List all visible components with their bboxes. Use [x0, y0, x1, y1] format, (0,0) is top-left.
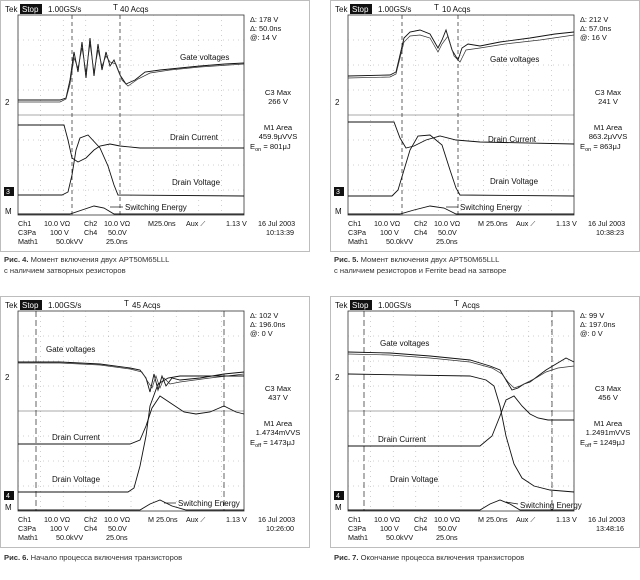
m1-area-value: 1.4734mVVS — [255, 428, 301, 437]
tek-label: Tek — [335, 5, 348, 14]
svg-text:25.0ns: 25.0ns — [436, 533, 458, 542]
svg-text:10.0 VΩ: 10.0 VΩ — [434, 219, 461, 228]
svg-text:10.0 VΩ: 10.0 VΩ — [104, 219, 131, 228]
svg-text:50.0kVV: 50.0kVV — [386, 533, 414, 542]
c3-max-value: 266 V — [268, 97, 288, 106]
c3-max-title: C3 Max — [594, 384, 622, 393]
stop-label: Stop — [22, 301, 39, 310]
figure-caption — [334, 552, 524, 563]
cursor-delta-t: Δ: 197.0ns — [580, 320, 616, 329]
svg-text:50.0V: 50.0V — [438, 524, 457, 533]
svg-text:Aux ⟋: Aux ⟋ — [516, 515, 536, 524]
energy-result: $E_{off} = 1473\mu J$ — [250, 438, 295, 449]
cursor-delta-v: Δ: 102 V — [250, 311, 279, 320]
sample-rate: 1.00GS/s — [378, 301, 412, 310]
svg-text:10.0 VΩ: 10.0 VΩ — [374, 219, 401, 228]
gate-voltage-trace-b — [348, 35, 574, 78]
ch2-marker: 2 — [335, 373, 340, 382]
label-switching-energy: Switching Energy — [520, 501, 582, 510]
svg-text:Ch2: Ch2 — [84, 515, 98, 524]
svg-text:16 Jul 2003: 16 Jul 2003 — [588, 219, 626, 228]
caption-text-line2: с наличием резисторов и Ferrite bead на затворе — [334, 266, 507, 275]
scope-footer — [18, 219, 295, 246]
svg-text:50.0kVV: 50.0kVV — [56, 237, 84, 246]
svg-text:100 V: 100 V — [380, 228, 399, 237]
ch2-marker: 2 — [335, 98, 340, 107]
svg-text:50.0kVV: 50.0kVV — [386, 237, 414, 246]
caption-number: Рис. 4. — [4, 255, 29, 264]
cursor-at: @: 0 V — [250, 329, 273, 338]
svg-text:Ch2: Ch2 — [414, 219, 428, 228]
m1-area-title: M1 Area — [263, 419, 293, 428]
svg-text:1.13 V: 1.13 V — [226, 219, 247, 228]
svg-text:M25.0ns: M25.0ns — [148, 219, 176, 228]
svg-text:Math1: Math1 — [348, 237, 368, 246]
label-drain-voltage: Drain Voltage — [490, 177, 539, 186]
svg-text:C3Pa: C3Pa — [348, 524, 366, 533]
sample-rate: 1.00GS/s — [378, 5, 412, 14]
svg-text:C3Pa: C3Pa — [18, 524, 36, 533]
svg-text:50.0kVV: 50.0kVV — [56, 533, 84, 542]
svg-text:Ch1: Ch1 — [348, 515, 362, 524]
svg-text:10.0 VΩ: 10.0 VΩ — [374, 515, 401, 524]
acquisitions: 45 Acqs — [132, 301, 161, 310]
stop-label: Stop — [352, 301, 369, 310]
caption-text: Окончание процесса включения транзисторов — [358, 553, 525, 562]
figure-7-panel — [330, 296, 640, 580]
svg-text:10:26:00: 10:26:00 — [266, 524, 294, 533]
energy-result: $E_{off} = 1249\mu J$ — [580, 438, 625, 449]
caption-text: Момент включения двух APT50M65LLL — [28, 255, 170, 264]
label-gate-voltages: Gate voltages — [46, 345, 96, 354]
svg-text:Ch2: Ch2 — [84, 219, 98, 228]
svg-text:1.13 V: 1.13 V — [556, 515, 577, 524]
label-drain-current: Drain Current — [488, 135, 537, 144]
svg-text:10.0 VΩ: 10.0 VΩ — [44, 515, 71, 524]
label-drain-current: Drain Current — [170, 133, 219, 142]
svg-text:1.13 V: 1.13 V — [556, 219, 577, 228]
label-gate-voltages: Gate voltages — [180, 53, 230, 62]
label-drain-current: Drain Current — [52, 433, 101, 442]
svg-text:Ch4: Ch4 — [414, 228, 428, 237]
svg-text:10.0 VΩ: 10.0 VΩ — [434, 515, 461, 524]
svg-text:50.0V: 50.0V — [438, 228, 457, 237]
c3-max-value: 437 V — [268, 393, 288, 402]
scope-footer — [348, 219, 625, 246]
math-marker: M — [335, 207, 342, 216]
trigger-marker: T — [434, 3, 439, 12]
svg-text:Math1: Math1 — [18, 237, 38, 246]
label-drain-voltage: Drain Voltage — [52, 475, 101, 484]
svg-text:25.0ns: 25.0ns — [436, 237, 458, 246]
scope-footer — [348, 515, 625, 542]
svg-text:16 Jul 2003: 16 Jul 2003 — [258, 515, 296, 524]
ch3-marker: 3 — [336, 189, 340, 196]
caption-number: Рис. 6. — [4, 553, 29, 562]
svg-text:10.0 VΩ: 10.0 VΩ — [44, 219, 71, 228]
svg-text:10:38:23: 10:38:23 — [596, 228, 624, 237]
svg-text:100 V: 100 V — [50, 524, 69, 533]
svg-text:Aux ⟋: Aux ⟋ — [186, 515, 206, 524]
svg-text:100 V: 100 V — [380, 524, 399, 533]
figure-6-panel — [0, 296, 310, 580]
trigger-marker: T — [124, 299, 129, 308]
cursor-delta-t: Δ: 196.0ns — [250, 320, 286, 329]
math-marker: M — [5, 207, 12, 216]
acquisitions: 10 Acqs — [442, 5, 471, 14]
svg-text:Ch1: Ch1 — [348, 219, 362, 228]
label-drain-voltage: Drain Voltage — [390, 475, 439, 484]
c3-max-value: 241 V — [598, 97, 618, 106]
figure-4-panel — [0, 0, 310, 285]
svg-text:1.13 V: 1.13 V — [226, 515, 247, 524]
svg-text:M 25.0ns: M 25.0ns — [148, 515, 178, 524]
svg-text:10:13:39: 10:13:39 — [266, 228, 294, 237]
svg-text:25.0ns: 25.0ns — [106, 533, 128, 542]
svg-text:Ch1: Ch1 — [18, 515, 32, 524]
label-switching-energy: Switching Energy — [178, 499, 240, 508]
svg-text:Ch2: Ch2 — [414, 515, 428, 524]
figure-5-panel — [330, 0, 640, 285]
svg-text:16 Jul 2003: 16 Jul 2003 — [258, 219, 296, 228]
label-switching-energy: Switching Energy — [125, 203, 187, 212]
scope-screen — [330, 296, 640, 546]
label-drain-current: Drain Current — [378, 435, 427, 444]
c3-max-title: C3 Max — [264, 384, 292, 393]
svg-text:10.0 VΩ: 10.0 VΩ — [104, 515, 131, 524]
tek-label: Tek — [5, 5, 18, 14]
svg-text:50.0V: 50.0V — [108, 228, 127, 237]
svg-text:Ch1: Ch1 — [18, 219, 32, 228]
sample-rate: 1.00GS/s — [48, 301, 82, 310]
ch3-marker: 3 — [6, 189, 10, 196]
ch4-marker: 4 — [6, 493, 10, 500]
cursor-delta-v: Δ: 212 V — [580, 15, 609, 24]
svg-text:25.0ns: 25.0ns — [106, 237, 128, 246]
ch2-marker: 2 — [5, 98, 10, 107]
cursor-at: @: 14 V — [250, 33, 277, 42]
scope-screen — [0, 296, 310, 546]
caption-text: Момент включения двух APT50M65LLL — [358, 255, 500, 264]
cursor-at: @: 16 V — [580, 33, 607, 42]
svg-text:C3Pa: C3Pa — [18, 228, 36, 237]
tek-label: Tek — [335, 301, 348, 310]
label-gate-voltages: Gate voltages — [490, 55, 540, 64]
stop-label: Stop — [22, 5, 39, 14]
c3-max-title: C3 Max — [594, 88, 622, 97]
svg-text:Ch4: Ch4 — [414, 524, 428, 533]
c3-max-value: 456 V — [598, 393, 618, 402]
energy-result: $E_{on} = 863\mu J$ — [580, 142, 621, 153]
cursor-delta-v: Δ: 99 V — [580, 311, 605, 320]
svg-text:13:48:16: 13:48:16 — [596, 524, 624, 533]
svg-text:Math1: Math1 — [348, 533, 368, 542]
m1-area-title: M1 Area — [593, 123, 623, 132]
label-switching-energy: Switching Energy — [460, 203, 522, 212]
svg-text:50.0V: 50.0V — [108, 524, 127, 533]
svg-text:Math1: Math1 — [18, 533, 38, 542]
cursor-delta-t: Δ: 57.0ns — [580, 24, 612, 33]
tek-label: Tek — [5, 301, 18, 310]
svg-text:16 Jul 2003: 16 Jul 2003 — [588, 515, 626, 524]
scope-screen — [0, 0, 310, 250]
ch4-marker: 4 — [336, 493, 340, 500]
scope-screen — [330, 0, 640, 250]
cursor-at: @: 0 V — [580, 329, 603, 338]
cursor-delta-t: Δ: 50.0ns — [250, 24, 282, 33]
sample-rate: 1.00GS/s — [48, 5, 82, 14]
energy-result: $E_{on} = 801\mu J$ — [250, 142, 291, 153]
figure-caption — [334, 254, 506, 276]
label-drain-voltage: Drain Voltage — [172, 178, 221, 187]
m1-area-value: 459.9μVVS — [258, 132, 298, 141]
figure-caption — [4, 552, 182, 563]
svg-text:100 V: 100 V — [50, 228, 69, 237]
math-marker: M — [5, 503, 12, 512]
m1-area-title: M1 Area — [593, 419, 623, 428]
caption-number: Рис. 5. — [334, 255, 359, 264]
gate-voltage-trace-a — [348, 30, 574, 76]
m1-area-value: 863.2μVVS — [588, 132, 628, 141]
m1-area-value: 1.2491mVVS — [585, 428, 631, 437]
acquisitions: 40 Acqs — [120, 5, 149, 14]
caption-text-line2: с наличием затворных резисторов — [4, 266, 126, 275]
acquisitions: Acqs — [462, 301, 480, 310]
svg-text:Aux ⟋: Aux ⟋ — [186, 219, 206, 228]
stop-label: Stop — [352, 5, 369, 14]
scope-footer — [18, 515, 295, 542]
caption-number: Рис. 7. — [334, 553, 359, 562]
trigger-marker: T — [454, 299, 459, 308]
svg-text:Ch4: Ch4 — [84, 524, 98, 533]
svg-text:Ch4: Ch4 — [84, 228, 98, 237]
trigger-marker: T — [113, 3, 118, 12]
c3-max-title: C3 Max — [264, 88, 292, 97]
label-gate-voltages: Gate voltages — [380, 339, 430, 348]
svg-text:M 25.0ns: M 25.0ns — [478, 515, 508, 524]
svg-text:Aux ⟋: Aux ⟋ — [516, 219, 536, 228]
svg-text:M 25.0ns: M 25.0ns — [478, 219, 508, 228]
ch2-marker: 2 — [5, 373, 10, 382]
m1-area-title: M1 Area — [263, 123, 293, 132]
math-marker: M — [335, 503, 342, 512]
caption-text: Начало процесса включения транзисторов — [28, 553, 183, 562]
cursor-delta-v: Δ: 178 V — [250, 15, 279, 24]
figure-caption — [4, 254, 169, 276]
svg-text:C3Pa: C3Pa — [348, 228, 366, 237]
